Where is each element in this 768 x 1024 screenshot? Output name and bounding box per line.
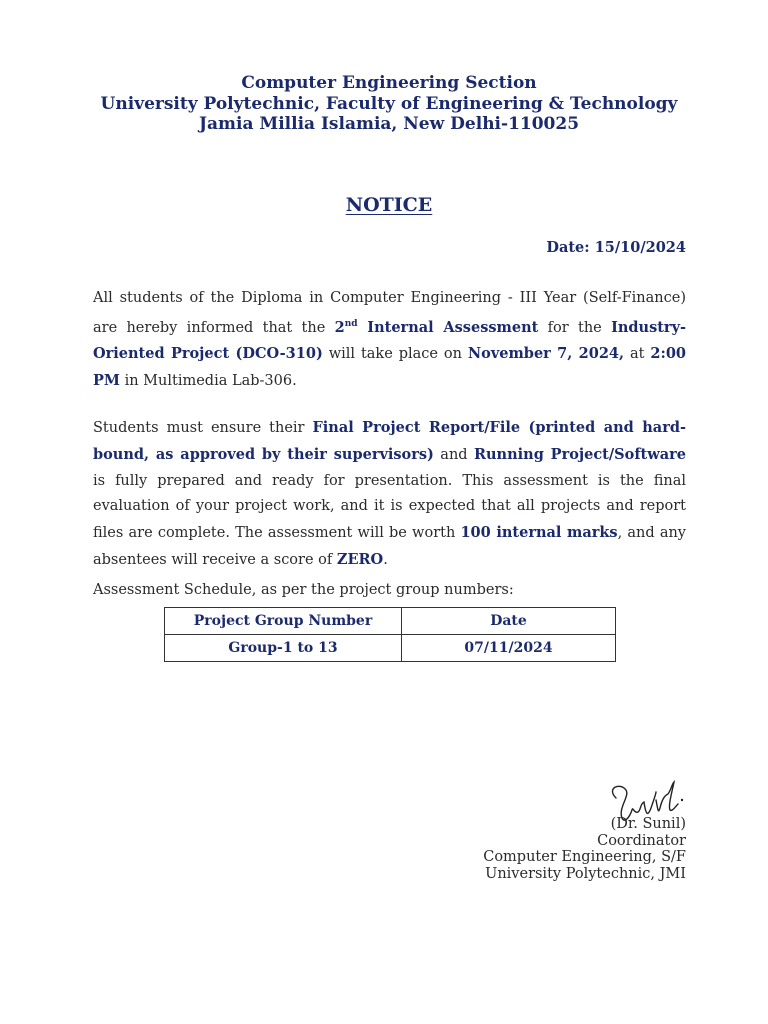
group-range-cell: Group-1 to 13: [165, 635, 402, 662]
column-header-date: Date: [402, 608, 616, 635]
marks-value: 100 internal marks: [460, 524, 618, 542]
announcement-paragraph: [93, 286, 686, 395]
notice-title: NOTICE: [345, 194, 433, 216]
table-row: [165, 635, 616, 662]
ordinal-suffix: nd: [344, 318, 358, 329]
p1-text-1: All students of the Diploma in Computer Engineering - III Year (Self-Finance) are hereby informed that the: [93, 290, 686, 336]
schedule-table: [164, 607, 616, 662]
signature-block: [483, 816, 686, 882]
p2-text-2: and: [433, 446, 474, 463]
report-requirement: Final Project Report/File (printed and hard-bound, as approved by their supervisors): [93, 419, 686, 463]
assessment-time: 2:00 PM: [93, 345, 686, 390]
signatory-department: Computer Engineering, S/F: [483, 849, 686, 865]
institution-address: Jamia Millia Islamia, New Delhi-110025: [198, 114, 580, 134]
schedule-intro: Assessment Schedule, as per the project group numbers:: [93, 582, 514, 598]
assessment-number: [335, 319, 539, 336]
signatory-name: (Dr. Sunil): [610, 816, 686, 832]
signatory-role: Coordinator: [597, 832, 686, 849]
p1-text-2: for the: [538, 319, 612, 336]
ordinal-number: 2: [334, 318, 345, 336]
p1-text-4: at: [624, 346, 651, 363]
p2-text-4: , and any absentees will receive a score of: [93, 525, 686, 568]
date-cell: 07/11/2024: [402, 635, 616, 662]
column-header-group: Project Group Number: [165, 608, 402, 635]
p1-text-3: will take place on: [322, 346, 468, 363]
zero-score: ZERO: [336, 550, 384, 568]
p1-text-5: in Multimedia Lab-306.: [119, 373, 297, 390]
assessment-name: Internal Assessment: [357, 318, 539, 336]
p2-text-5: .: [383, 551, 388, 568]
signatory-institution: University Polytechnic, JMI: [485, 865, 686, 882]
p2-text-3: is fully prepared and ready for presentation. This assessment is the final evaluation of your project work, and it is expected that all projects and report files are complete. The assessment will be worth: [93, 472, 686, 542]
table-header-row: [165, 608, 616, 635]
notice-date: Date: 15/10/2024: [546, 239, 686, 256]
project-name: Industry-Oriented Project (DCO-310): [93, 318, 687, 363]
requirements-paragraph: [93, 415, 686, 574]
letterhead: [0, 73, 768, 135]
p2-text-1: Students must ensure their: [93, 420, 313, 436]
assessment-date: November 7, 2024,: [467, 345, 625, 363]
institution-name: University Polytechnic, Faculty of Engineering & Technology: [100, 93, 678, 114]
section-name: Computer Engineering Section: [241, 73, 537, 93]
software-requirement: Running Project/Software: [473, 445, 686, 463]
